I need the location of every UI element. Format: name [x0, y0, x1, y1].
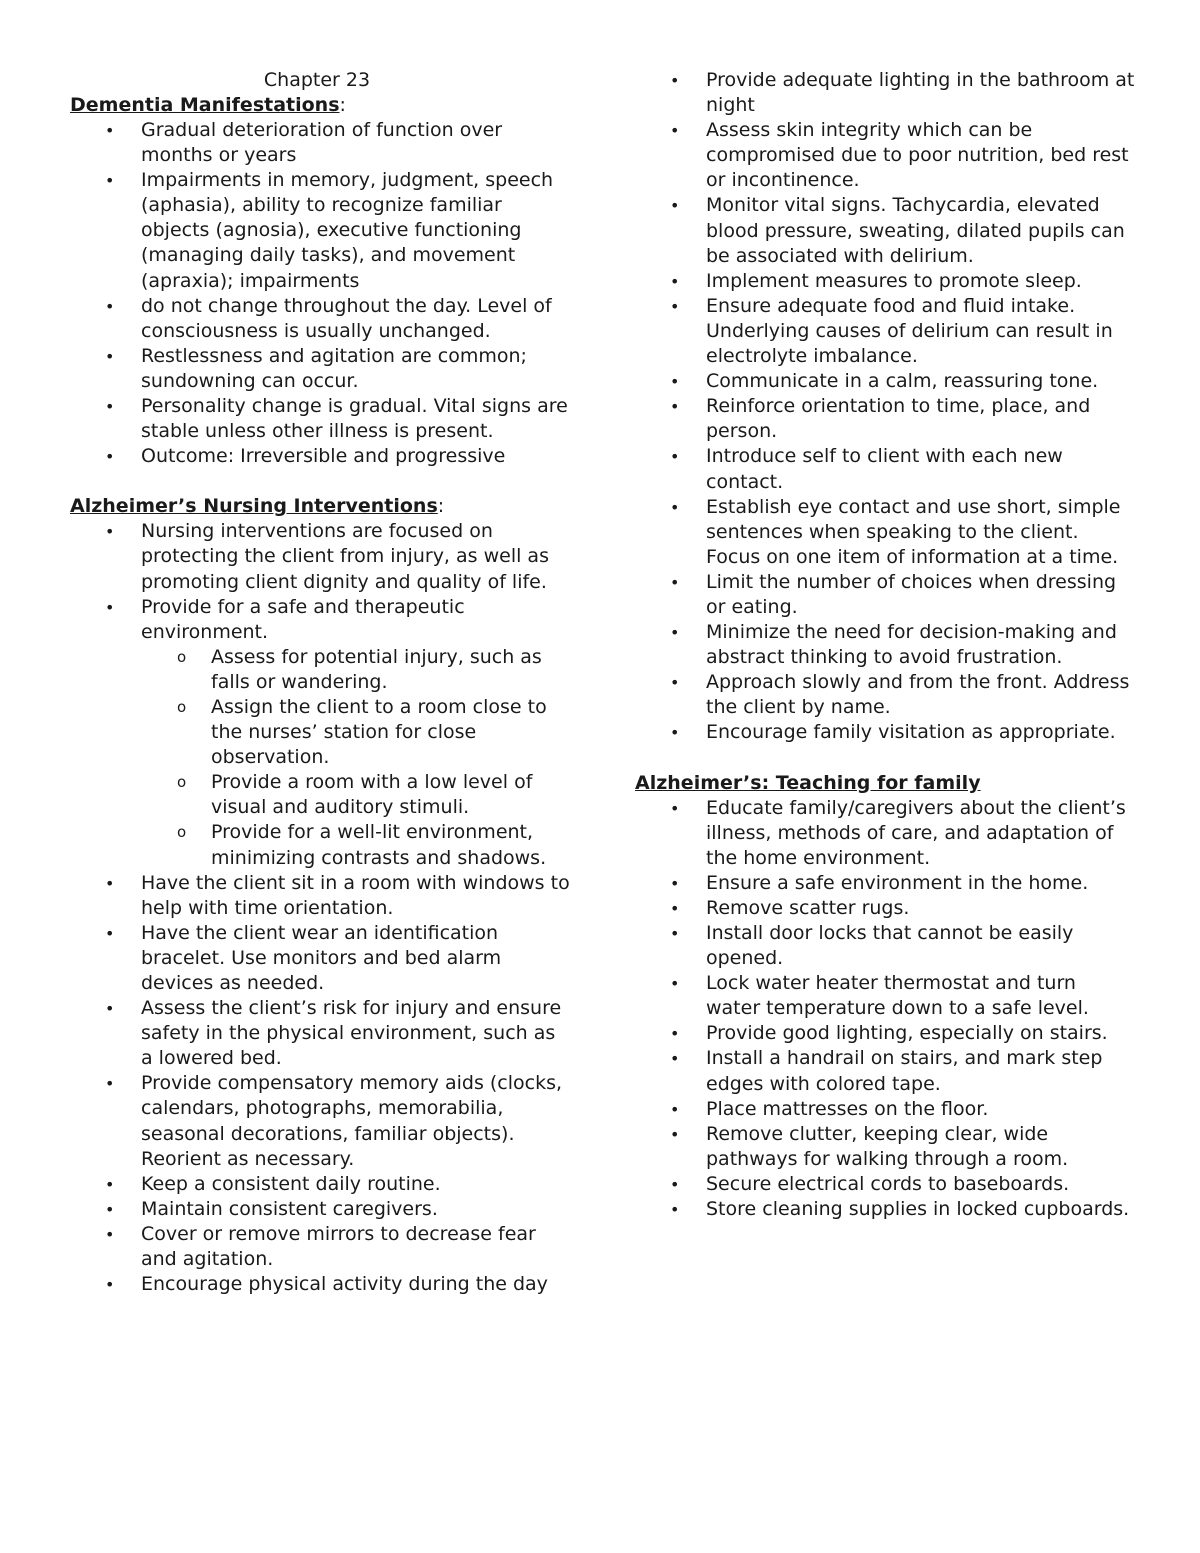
list-item: • Secure electrical cords to baseboards. — [635, 1172, 1135, 1197]
list-item: • Communicate in a calm, reassuring tone. — [635, 369, 1135, 394]
bullet-icon: • — [670, 898, 680, 918]
list-item: • Nursing interventions are focused on protecting the client from injury, as well as promoting client dignity and quality of life. — [105, 520, 549, 593]
bullet-icon: • — [670, 924, 680, 943]
teaching-heading — [635, 771, 1135, 796]
bullet-icon: • — [105, 999, 115, 1019]
list-item: • Remove scatter rugs. — [635, 896, 1135, 921]
bullet-icon: • — [105, 121, 115, 140]
bullet-icon: • — [105, 597, 115, 617]
sub-list-item: o Provide for a well-lit environment, minimizing contrasts and shadows. — [177, 821, 547, 869]
sub-list-item: o Provide a room with a low level of visual and auditory stimuli. — [177, 771, 533, 819]
list-item: • Encourage family visitation as appropriate. — [635, 720, 1135, 745]
left-column — [70, 68, 570, 1297]
bullet-icon: • — [670, 121, 680, 141]
bullet-icon: • — [670, 397, 680, 417]
list-item: • Provide for a safe and therapeutic environment. — [105, 595, 465, 643]
right-column — [635, 68, 1135, 1222]
bullet-icon: • — [105, 447, 115, 467]
bullet-icon: • — [670, 296, 680, 316]
bullet-icon: • — [670, 271, 680, 291]
interventions-list-b — [70, 871, 570, 1298]
list-item: • Keep a consistent daily routine. — [70, 1172, 570, 1197]
dementia-heading-colon: : — [339, 94, 346, 116]
bullet-icon: • — [105, 296, 115, 316]
bullet-icon: • — [670, 1174, 680, 1194]
bullet-icon: • — [670, 974, 680, 994]
dementia-list — [70, 118, 570, 469]
bullet-icon: • — [105, 522, 115, 542]
bullet-icon: • — [105, 1074, 115, 1094]
bullet-icon: • — [105, 923, 115, 943]
list-item: • Restlessness and agitation are common; sundowning can occur. — [105, 344, 527, 392]
bullet-icon: • — [670, 497, 680, 517]
list-item: • Establish eye contact and use short, simple sentences when speaking to the client. Focus on one item of information at a time. — [670, 495, 1121, 568]
dementia-heading-text: Dementia Manifestations — [70, 94, 340, 116]
list-item: • Outcome: Irreversible and progressive — [70, 444, 570, 469]
list-item: • Reinforce orientation to time, place, and person. — [670, 395, 1091, 443]
list-item: • Provide adequate lighting in the bathroom at night — [670, 69, 1135, 117]
circle-bullet-icon: o — [177, 647, 187, 666]
interventions-sub-list — [70, 645, 570, 871]
list-item: • Install a handrail on stairs, and mark step edges with colored tape. — [670, 1047, 1103, 1095]
bullet-icon: • — [670, 1049, 680, 1069]
list-item: • Provide compensatory memory aids (clocks, calendars, photographs, memorabilia, seasonal decorations, familiar objects). Reorient as necessary. — [105, 1072, 563, 1170]
list-item: • Maintain consistent caregivers. — [70, 1197, 570, 1222]
bullet-icon: • — [105, 1174, 115, 1194]
bullet-icon: • — [105, 171, 115, 191]
bullet-icon: • — [670, 673, 680, 693]
list-item: • Cover or remove mirrors to decrease fear and agitation. — [105, 1222, 536, 1271]
bullet-icon: • — [105, 873, 115, 893]
list-item: • Place mattresses on the floor. — [635, 1097, 1135, 1122]
list-item: • Personality change is gradual. Vital signs are stable unless other illness is present. — [105, 395, 568, 443]
interventions-heading — [70, 494, 570, 519]
bullet-icon: • — [670, 623, 680, 643]
list-item: • Assess skin integrity which can be compromised due to poor nutrition, bed rest or incontinence. — [670, 119, 1129, 192]
list-item: • Monitor vital signs. Tachycardia, elevated blood pressure, sweating, dilated pupils can be associated with delirium. — [670, 194, 1125, 267]
circle-bullet-icon: o — [177, 697, 187, 716]
list-item: • Lock water heater thermostat and turn water temperature down to a safe level. — [670, 972, 1089, 1020]
list-item: • Ensure adequate food and fluid intake. Underlying causes of delirium can result in electrolyte imbalance. — [670, 294, 1113, 368]
dementia-heading — [70, 93, 570, 118]
list-item: • Approach slowly and from the front. Address the client by name. — [670, 671, 1130, 719]
list-item: • Ensure a safe environment in the home. — [635, 871, 1135, 896]
list-item: • Limit the number of choices when dressing or eating. — [670, 570, 1117, 618]
interventions-heading-colon: : — [437, 495, 445, 518]
bullet-icon: • — [670, 798, 680, 818]
list-item: • Provide good lighting, especially on stairs. — [635, 1021, 1135, 1046]
bullet-icon: • — [670, 71, 680, 90]
chapter-title: Chapter 23 — [263, 69, 371, 91]
list-item: • Store cleaning supplies in locked cupboards. — [635, 1197, 1135, 1222]
bullet-icon: • — [670, 372, 680, 392]
list-item: • Introduce self to client with each new contact. — [670, 445, 1063, 493]
list-item: • Have the client sit in a room with windows to help with time orientation. — [105, 871, 570, 919]
teaching-heading-text: Alzheimer’s: Teaching for family — [635, 771, 981, 794]
list-item: • Implement measures to promote sleep. — [635, 269, 1135, 294]
bullet-icon: • — [670, 1024, 680, 1044]
interventions-list-c — [635, 68, 1135, 746]
sub-list-item: o Assign the client to a room close to the nurses’ station for close observation. — [177, 695, 547, 769]
interventions-list-a — [70, 519, 570, 644]
bullet-icon: • — [105, 1275, 115, 1295]
bullet-icon: • — [670, 873, 680, 893]
bullet-icon: • — [105, 1199, 115, 1219]
interventions-heading-text: Alzheimer’s Nursing Interventions — [70, 495, 438, 518]
bullet-icon: • — [105, 397, 115, 417]
list-item: • Have the client wear an identification bracelet. Use monitors and bed alarm devices as needed. — [105, 921, 502, 994]
bullet-icon: • — [670, 1099, 680, 1119]
circle-bullet-icon: o — [177, 823, 187, 842]
list-item: • Assess the client’s risk for injury and ensure safety in the physical environment, such as a lowered bed. — [105, 997, 562, 1070]
list-item: • Remove clutter, keeping clear, wide pathways for walking through a room. — [670, 1122, 1069, 1170]
bullet-icon: • — [670, 1200, 680, 1220]
circle-bullet-icon: o — [177, 773, 187, 792]
list-item: • Educate family/caregivers about the client’s illness, methods of care, and adaptation of the home environment. — [670, 796, 1126, 869]
list-item: • Impairments in memory, judgment, speech (aphasia), ability to recognize familiar objects (agnosia), executive functioning (managing daily tasks), and movement (apraxia); impairments — [105, 169, 554, 292]
teaching-list — [635, 796, 1135, 1223]
list-item: • Encourage physical activity during the day — [70, 1272, 570, 1297]
bullet-icon: • — [670, 196, 680, 216]
list-item: • Minimize the need for decision-making and abstract thinking to avoid frustration. — [670, 621, 1117, 669]
list-item: • Install door locks that cannot be easily opened. — [670, 922, 1074, 970]
bullet-icon: • — [105, 346, 115, 366]
bullet-icon: • — [670, 723, 680, 743]
bullet-icon: • — [105, 1224, 115, 1244]
list-item: • do not change throughout the day. Level of consciousness is usually unchanged. — [105, 294, 552, 342]
sub-list-item: o Assess for potential injury, such as falls or wandering. — [177, 645, 542, 693]
list-item: • Gradual deterioration of function over months or years — [105, 119, 503, 167]
bullet-icon: • — [670, 1124, 680, 1144]
bullet-icon: • — [670, 572, 680, 592]
bullet-icon: • — [670, 447, 680, 467]
